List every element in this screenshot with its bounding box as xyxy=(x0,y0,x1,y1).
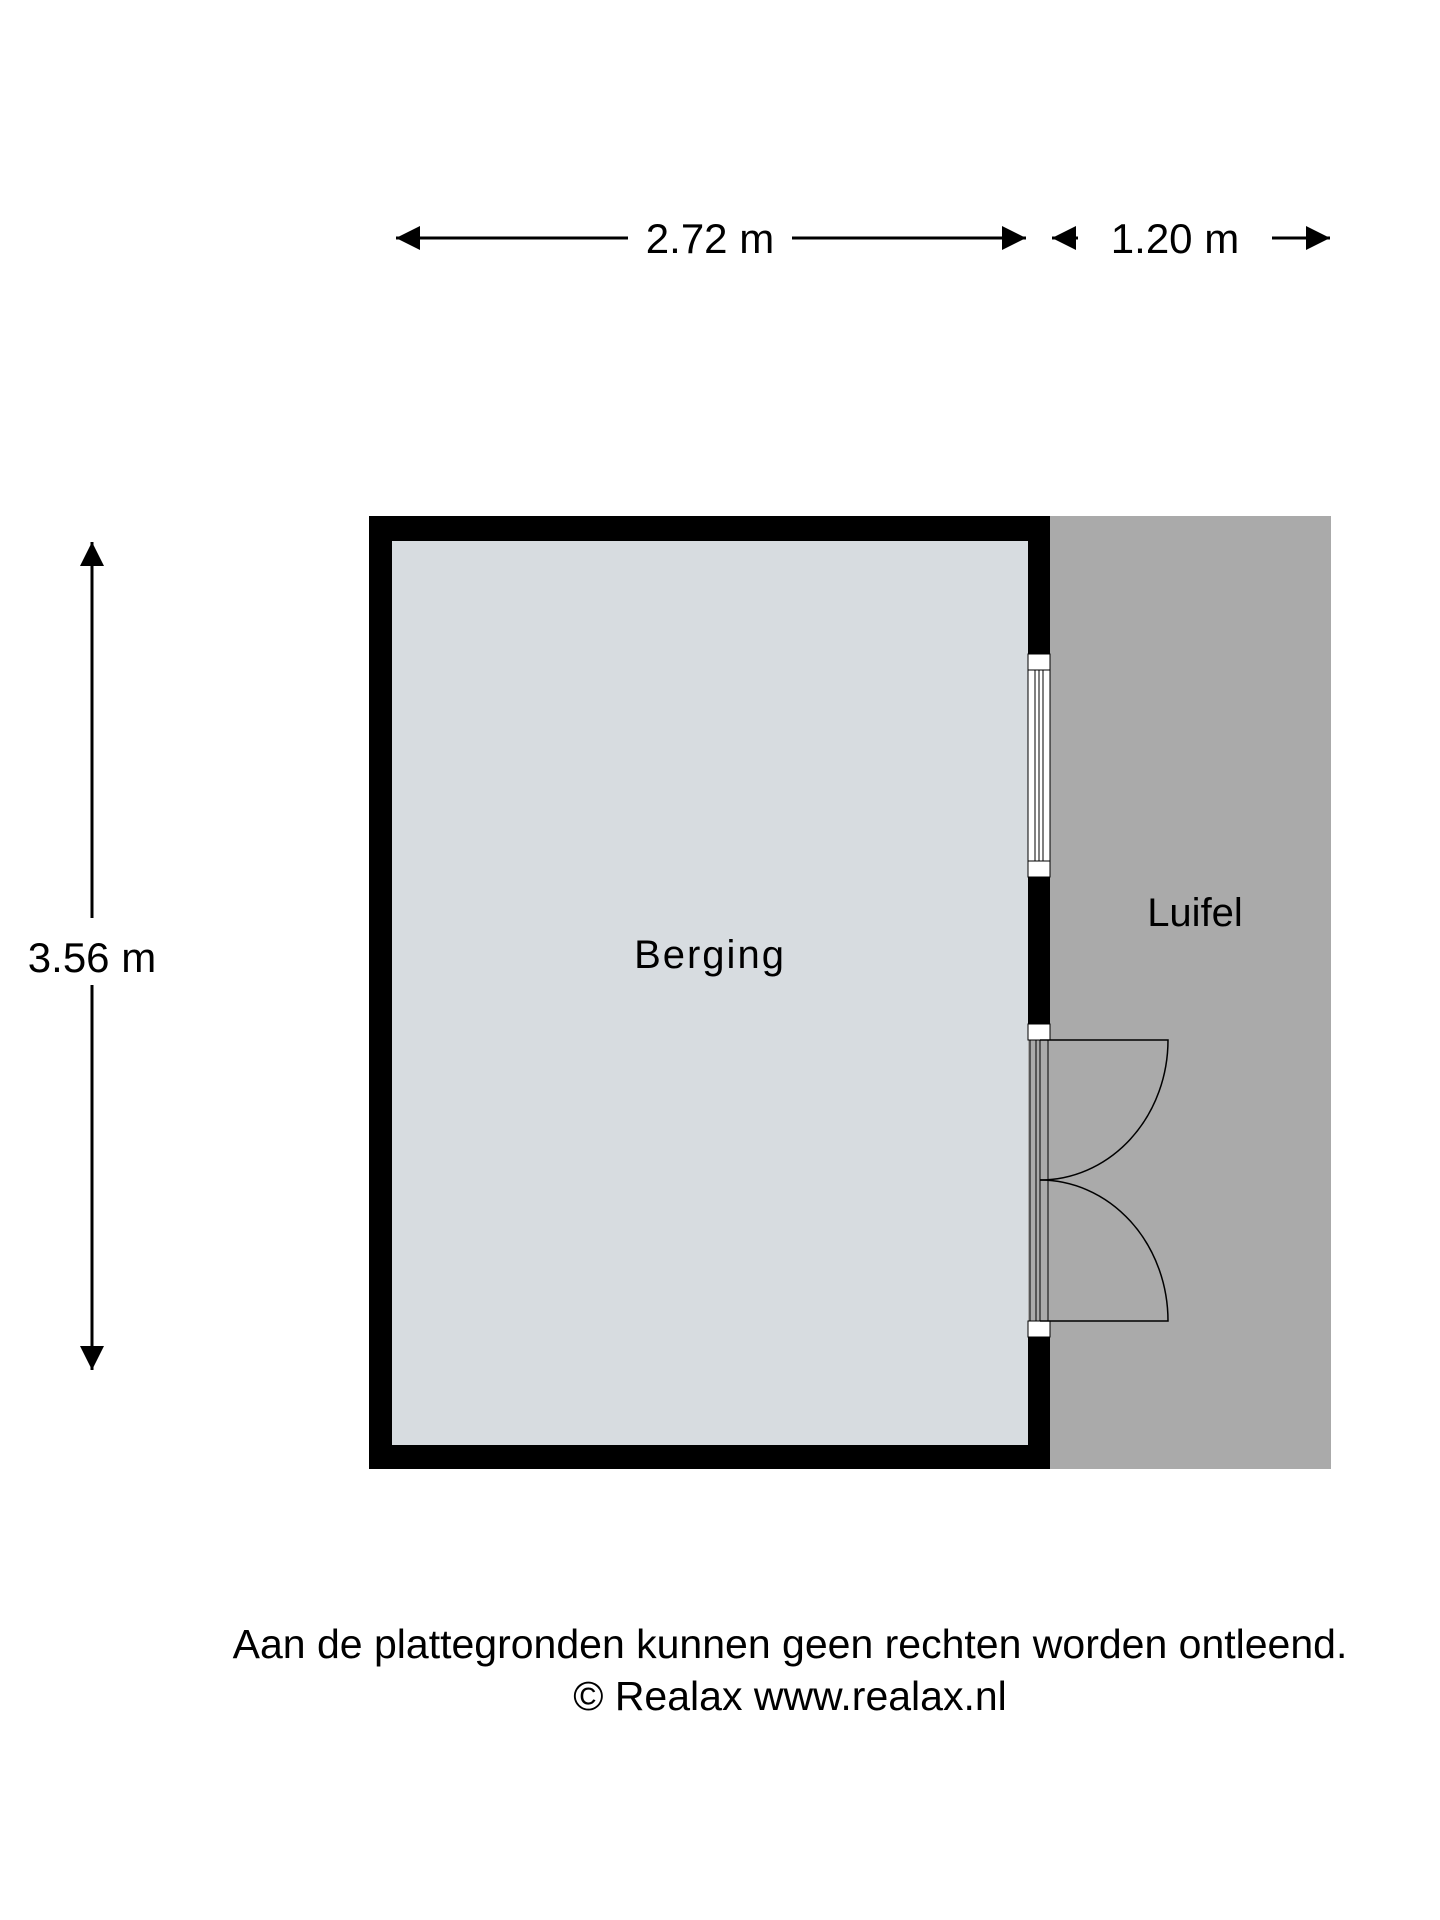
dimension-height xyxy=(28,542,156,1370)
copyright-text: © Realax www.realax.nl xyxy=(573,1673,1007,1719)
luifel-area xyxy=(1050,516,1331,1469)
berging-floor xyxy=(392,541,1028,1445)
room-label-berging: Berging xyxy=(634,933,786,977)
dimension-label: 3.56 m xyxy=(27,934,157,981)
disclaimer-text: Aan de plattegronden kunnen geen rechten worden ontleend. xyxy=(232,1621,1348,1667)
dimension-width-luifel xyxy=(1052,215,1330,262)
window xyxy=(1028,654,1050,877)
dimension-label: 1.20 m xyxy=(1110,215,1240,262)
dimension-label: 2.72 m xyxy=(645,215,775,262)
room-label-luifel: Luifel xyxy=(1147,891,1243,935)
dimension-width-main xyxy=(396,215,1026,262)
